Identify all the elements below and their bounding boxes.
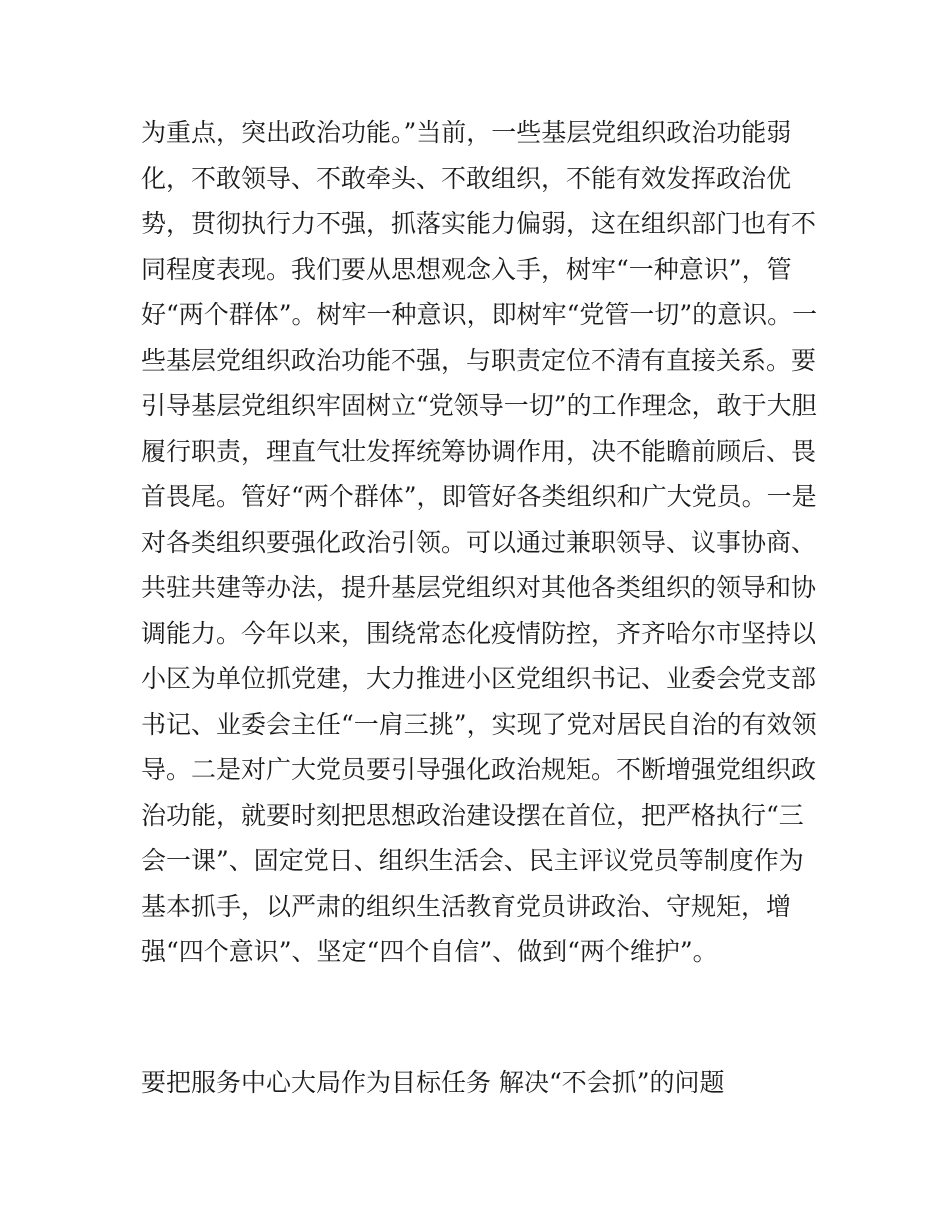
paragraph-line-5: 好“两个群体”。树牢一种意识，即树牢“党管一切”的意识。一 [141, 300, 818, 329]
section-heading: 要把服务中心大局作为目标任务 解决“不会抓”的问题 [141, 1068, 725, 1097]
paragraph-line-1: 为重点，突出政治功能。”当前，一些基层党组织政治功能弱 [141, 118, 792, 147]
body-paragraph [141, 110, 821, 975]
paragraph-line-13: 小区为单位抓党建，大力推进小区党组织书记、业委会党支部 [141, 664, 817, 693]
paragraph-line-16: 治功能，就要时刻把思想政治建设摆在首位，把严格执行“三 [141, 800, 804, 830]
paragraph-line-14: 书记、业委会主任“一肩三挑”，实现了党对居民自治的有效领 [141, 709, 817, 739]
paragraph-line-8: 履行职责，理直气壮发挥统筹协调作用，决不能瞻前顾后、畏 [141, 436, 817, 466]
paragraph-line-18: 基本抓手，以严肃的组织生活教育党员讲政治、守规矩，增 [141, 891, 792, 921]
paragraph-line-2: 化，不敢领导、不敢牵头、不敢组织，不能有效发挥政治优 [141, 163, 792, 193]
paragraph-line-11: 共驻共建等办法，提升基层党组织对其他各类组织的领导和协 [141, 573, 817, 602]
paragraph-line-3: 势，贯彻执行力不强，抓落实能力偏弱，这在组织部门也有不 [141, 209, 817, 238]
paragraph-line-10: 对各类组织要强化政治引领。可以通过兼职领导、议事协商、 [141, 527, 817, 557]
paragraph-line-7: 引导基层党组织牢固树立“党领导一切”的工作理念，敢于大胆 [141, 391, 817, 420]
paragraph-line-19: 强“四个意识”、坚定“四个自信”、做到“两个维护”。 [141, 937, 718, 966]
paragraph-line-12: 调能力。今年以来，围绕常态化疫情防控，齐齐哈尔市坚持以 [141, 618, 817, 648]
paragraph-line-15: 导。二是对广大党员要引导强化政治规矩。不断增强党组织政 [141, 755, 817, 784]
paragraph-line-4: 同程度表现。我们要从思想观念入手，树牢“一种意识”，管 [141, 254, 792, 284]
paragraph-line-17: 会一课”、固定党日、组织生活会、民主评议党员等制度作为 [141, 846, 804, 875]
paragraph-line-6: 些基层党组织政治功能不强，与职责定位不清有直接关系。要 [141, 345, 817, 375]
paragraph-line-9: 首畏尾。管好“两个群体”，即管好各类组织和广大党员。一是 [141, 482, 817, 511]
